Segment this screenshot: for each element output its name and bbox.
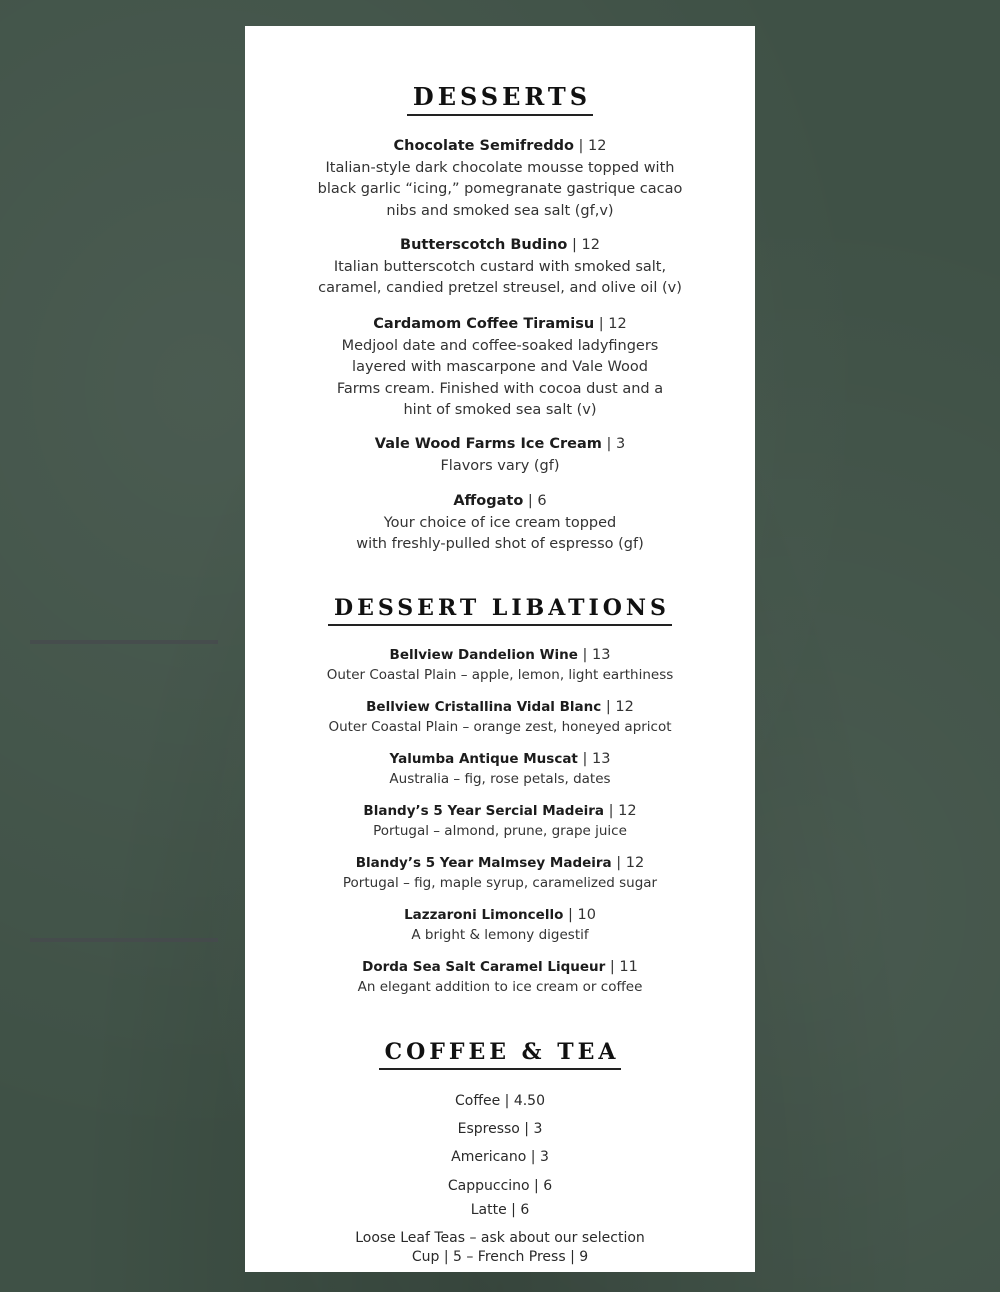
background-streak <box>30 640 218 644</box>
item-description-line: Italian butterscotch custard with smoked salt, <box>333 258 667 275</box>
item-description-line: Italian-style dark chocolate mousse topped with <box>325 159 675 176</box>
item-description-line: with freshly-pulled shot of espresso (gf) <box>356 536 644 552</box>
item-description: Outer Coastal Plain – orange zest, honeyed apricot <box>328 718 672 735</box>
item-name: Bellview Dandelion Wine <box>389 647 578 663</box>
libation-item <box>245 906 755 945</box>
item-name: Butterscotch Budino <box>400 237 568 253</box>
background-streak <box>30 938 218 942</box>
item-price: | 12 <box>573 138 607 154</box>
item-name: Yalumba Antique Muscat <box>389 751 578 767</box>
item-name: Cardamom Coffee Tiramisu <box>373 316 595 332</box>
coffee-item: Coffee | 4.50 <box>454 1093 545 1109</box>
item-description-line: Farms cream. Finished with cocoa dust and a <box>336 380 664 397</box>
item-name: Bellview Cristallina Vidal Blanc <box>366 699 602 715</box>
item-price: | 12 <box>604 803 637 819</box>
libation-item <box>245 646 755 685</box>
item-name: Dorda Sea Salt Caramel Liqueur <box>362 959 606 975</box>
libations-heading: DESSERT LIBATIONS <box>245 596 755 626</box>
tea-price-line: Cup | 5 – French Press | 9 <box>411 1249 589 1265</box>
item-name: Vale Wood Farms Ice Cream <box>374 436 602 452</box>
dessert-item <box>245 312 755 422</box>
item-description: Outer Coastal Plain – apple, lemon, light earthiness <box>326 666 674 683</box>
dessert-item <box>245 134 755 222</box>
item-price: | 10 <box>563 907 596 923</box>
item-price: | 13 <box>577 647 611 663</box>
item-name: Blandy’s 5 Year Sercial Madeira <box>363 803 605 819</box>
item-description-line: Your choice of ice cream topped <box>383 514 617 531</box>
dessert-item <box>245 233 755 300</box>
libation-item <box>245 698 755 737</box>
item-name: Affogato <box>453 493 524 509</box>
item-price: | 13 <box>577 751 611 767</box>
item-price: | 3 <box>601 436 626 452</box>
libation-item <box>245 750 755 789</box>
item-description-line: layered with mascarpone and Vale Wood <box>352 359 648 375</box>
item-description-line: caramel, candied pretzel streusel, and olive oil (v) <box>318 280 682 296</box>
dessert-item <box>245 432 755 477</box>
item-description: Portugal – fig, maple syrup, caramelized sugar <box>342 874 658 891</box>
item-description: Australia – fig, rose petals, dates <box>389 770 611 787</box>
item-description: An elegant addition to ice cream or coffee <box>357 978 643 995</box>
libation-item <box>245 802 755 841</box>
item-price: | 12 <box>611 855 645 871</box>
dessert-item <box>245 489 755 556</box>
item-price: | 12 <box>567 237 600 253</box>
item-description-line: nibs and smoked sea salt (gf,v) <box>386 202 614 219</box>
item-name: Lazzaroni Limoncello <box>404 907 564 923</box>
item-price: | 11 <box>605 959 638 975</box>
item-name: Blandy’s 5 Year Malmsey Madeira <box>355 855 612 871</box>
item-price: | 6 <box>523 493 547 509</box>
item-description: Portugal – almond, prune, grape juice <box>373 822 627 839</box>
coffee-item: Americano | 3 <box>451 1149 549 1165</box>
item-price: | 12 <box>601 699 634 715</box>
item-name: Chocolate Semifreddo <box>393 138 574 154</box>
desserts-heading: DESSERTS <box>245 84 755 116</box>
item-description-line: black garlic “icing,” pomegranate gastrique cacao <box>317 181 683 197</box>
coffee-item: Latte | 6 <box>470 1202 530 1218</box>
libation-item <box>245 854 755 893</box>
coffee-tea-heading: COFFEE & TEA <box>245 1040 755 1070</box>
item-price: | 12 <box>594 316 627 332</box>
libation-item <box>245 958 755 997</box>
coffee-item: Cappuccino | 6 <box>447 1178 553 1194</box>
item-description-line: Flavors vary (gf) <box>440 457 560 474</box>
tea-item: Loose Leaf Teas – ask about our selection <box>355 1230 645 1246</box>
item-description: A bright & lemony digestif <box>411 926 589 943</box>
item-description-line: Medjool date and coffee-soaked ladyfingers <box>341 337 659 354</box>
coffee-item: Espresso | 3 <box>457 1121 543 1137</box>
item-description-line: hint of smoked sea salt (v) <box>403 402 597 418</box>
menu-card <box>245 26 755 1272</box>
